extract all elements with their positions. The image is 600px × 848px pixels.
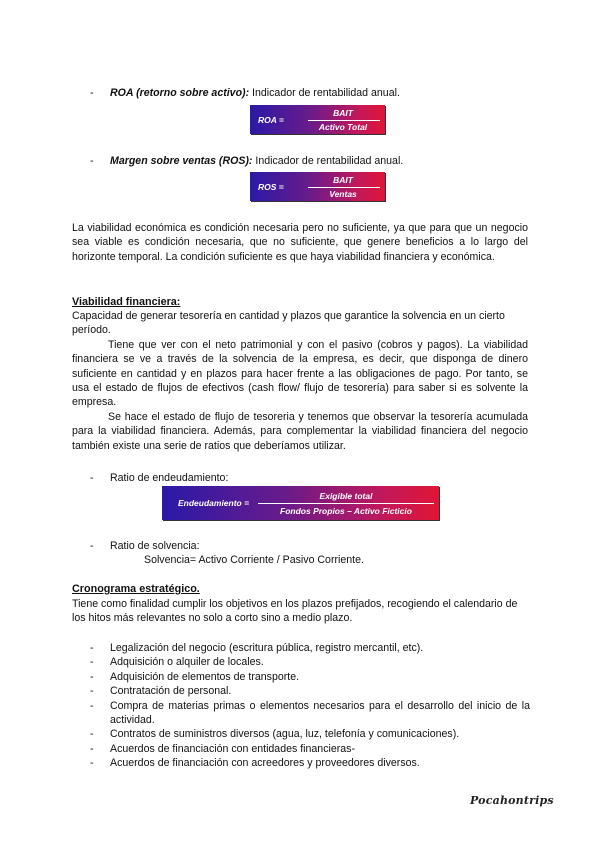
roa-formula-label: ROA = [258,114,284,125]
ros-fraction-bar [308,187,380,188]
ros-formula-label: ROS = [258,181,284,192]
signature: Pocahontrips [470,794,554,807]
viabilidad-economica-paragraph [72,221,528,264]
endeudamiento-denominator: Fondos Propios – Activo Ficticio [280,506,412,516]
roa-formula [250,105,385,134]
bullet-dash: - [90,540,94,552]
list-item: - Contratación de personal. [90,685,232,698]
list-item: - Compra de materias primas o elementos necesarios para el desarrollo del inicio de la actividad. [90,699,530,727]
endeudamiento-formula-label: Endeudamiento = [178,498,250,508]
endeudamiento-numerator: Exigible total [319,491,373,501]
roa-denominator: Activo Total [318,122,368,132]
solvencia-label: Ratio de solvencia: [110,540,200,552]
list-item: - Adquisición de elementos de transporte. [90,670,300,683]
viabilidad-financiera-p1: Capacidad de generar tesorería en cantidad y plazos que garantice la solvencia en un cierto período. [72,310,505,337]
list-item: - Contratos de suministros diversos (agua, luz, telefonía y comunicaciones). [90,728,460,741]
ros-denominator: Ventas [329,189,357,199]
solvencia-formula: Solvencia= Activo Corriente / Pasivo Corriente. [144,554,364,566]
ros-term: Margen sobre ventas (ROS): [110,155,253,167]
endeudamiento-label: Ratio de endeudamiento: [110,472,229,484]
roa-numerator: BAIT [333,108,353,118]
cronograma-list [90,641,530,771]
viabilidad-financiera-p3: Se hace el estado de flujo de tesoreria y tenemos que observar la tesorería acumulada para la viabilidad financiera. Además, para complementar la viabilidad financiera del negocio también existe una serie de ratios que deberíamos utilizar. [72,410,528,452]
list-item: - Acuerdos de financiación con entidades financieras- [90,742,355,755]
bullet-dash: - [90,155,94,167]
endeudamiento-formula [162,486,439,520]
bullet-dash: - [90,87,94,99]
roa-term: ROA (retorno sobre activo): [110,87,250,99]
list-item: - Legalización del negocio (escritura pública, registro mercantil, etc). [90,642,424,654]
ros-formula [250,172,385,201]
roa-fraction-bar [308,120,380,121]
viabilidad-financiera-heading: Viabilidad financiera: [72,296,181,308]
bullet-dash: - [90,472,94,484]
viabilidad-economica-text: La viabilidad económica es condición necesaria pero no suficiente, ya que para que un negocio sea viable es condición necesaria, que no suficiente, que genere beneficios a lo largo del horizonte temporal. La condición suficiente es que haya viabilidad financiera y económica. [72,222,528,263]
cronograma-intro-text: Tiene como finalidad cumplir los objetivos en los plazos prefijados, recogiendo el calendario de los hitos más relevantes no solo a corto sino a medio plazo. [72,598,518,625]
viabilidad-financiera-body [72,309,528,453]
ros-numerator: BAIT [333,175,353,185]
list-item: - Acuerdos de financiación con acreedores y proveedores diversos. [90,757,420,770]
list-item: - Adquisición o alquiler de locales. [90,656,264,669]
roa-desc: Indicador de rentabilidad anual. [249,87,400,99]
ros-desc: Indicador de rentabilidad anual. [252,155,404,167]
endeudamiento-fraction-bar [258,503,434,504]
cronograma-heading: Cronograma estratégico. [72,583,200,595]
cronograma-intro [72,597,528,626]
viabilidad-financiera-p2: Tiene que ver con el neto patrimonial y con el pasivo (cobros y pagos). La viabilidad financiera se ve a través de la solvencia de la empresa, es decir, que disponga de dinero suficiente en cantidad y en plazos para hacer frente a las obligaciones de pago. Por tanto, se usa el estado de flujos de efectivos (cash flow/ flujo de tesorería) para saber si es solvente la empresa. [72,338,528,409]
